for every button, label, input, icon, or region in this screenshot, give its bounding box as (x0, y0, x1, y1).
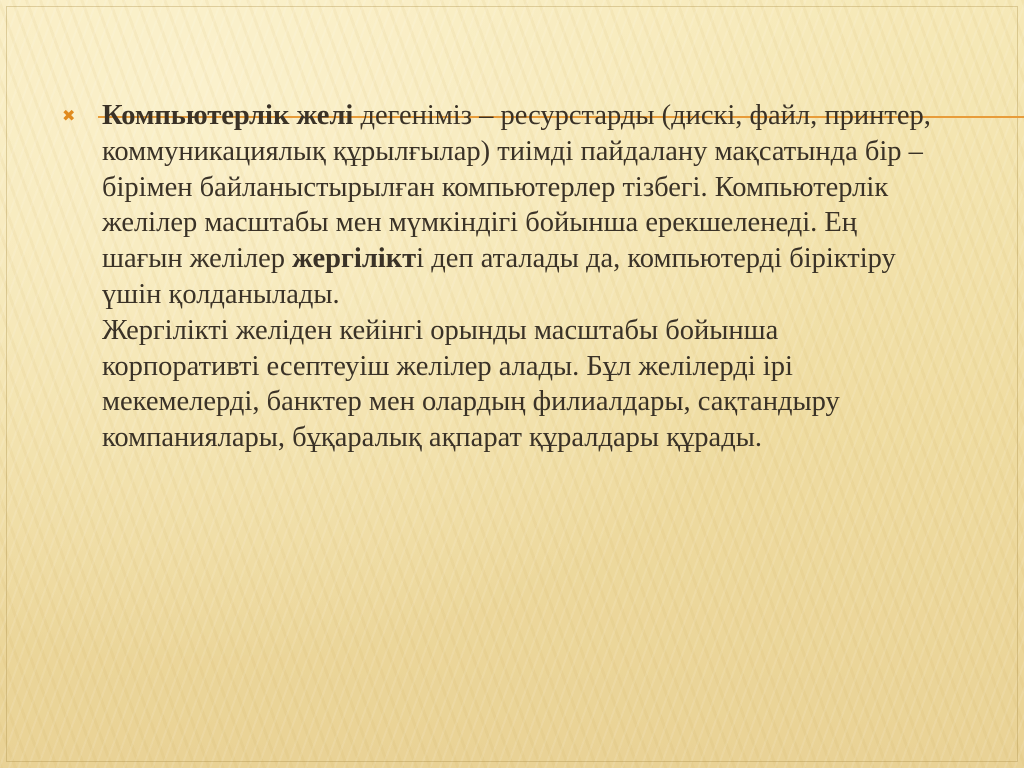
slide-body (62, 98, 942, 456)
paragraph-2: Жергілікті желіден кейінгі орынды масштабы бойынша корпоративті есептеуіш желілер алады. Бұл желілерді ірі мекемелерді, банктер мен олардың филиалдары, сақтандыру компаниялары, бұқаралық ақпарат құралдары құрады. (102, 314, 840, 454)
x-bullet-icon: ✖ (62, 106, 76, 125)
term-computer-network: Компьютерлік желі (102, 100, 354, 131)
paragraph-1 (102, 98, 942, 313)
paragraph-1-text-b: і деп аталады да, компьютерді біріктіру үшін қолданылады. (102, 243, 896, 310)
paragraph-1-text-a: дегеніміз – ресурстарды (дискі, файл, принтер, коммуникациялық құрылғылар) тиімді пайдалану мақсатында бір – бірімен байланыстырылған компьютерлер тізбегі. Компьютерлік желілер масштабы мен мүмкіндігі бойынша ерекшеленеді. Ең шағын желілер (102, 100, 931, 275)
term-local: жергілікт (292, 243, 417, 275)
body-text (102, 98, 942, 456)
